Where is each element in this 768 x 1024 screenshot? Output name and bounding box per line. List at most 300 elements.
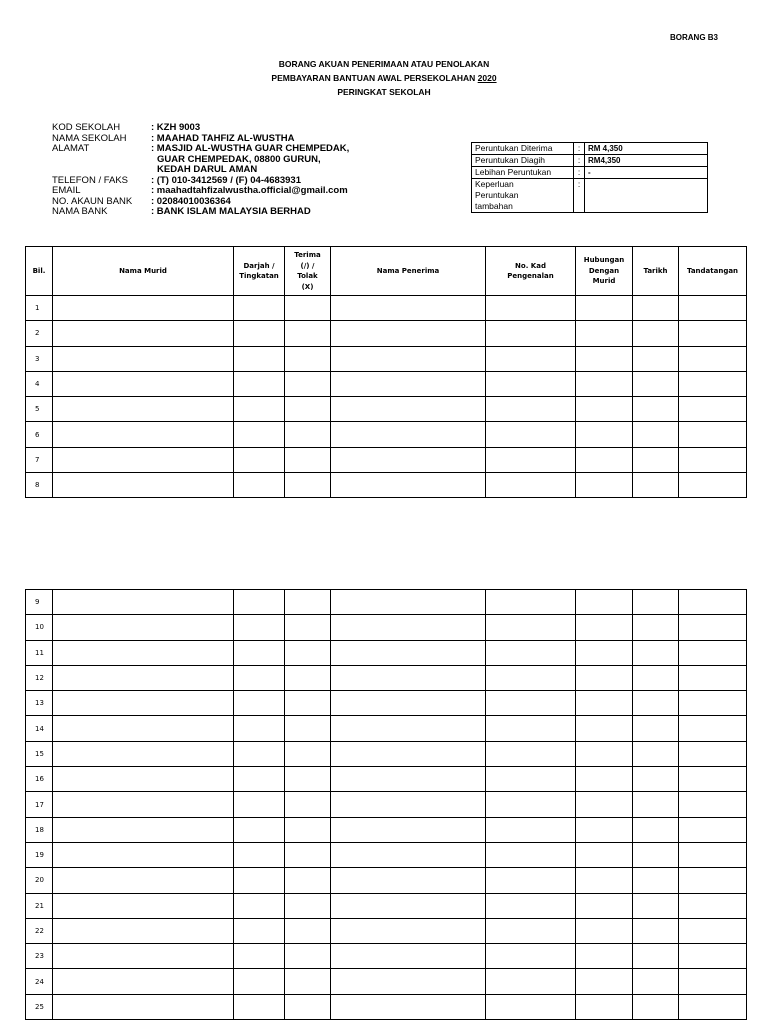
student-name-cell[interactable] bbox=[53, 590, 234, 615]
table-row bbox=[26, 296, 747, 321]
row-number: 17 bbox=[26, 792, 53, 817]
col-rel-1: Hubungan bbox=[583, 256, 625, 265]
accept-cell[interactable] bbox=[285, 994, 331, 1019]
claimed-label: Peruntukan Diagih bbox=[472, 155, 574, 167]
ic-cell[interactable] bbox=[486, 371, 576, 396]
table-row bbox=[26, 665, 747, 690]
class-cell[interactable] bbox=[234, 321, 285, 346]
recipient-name-cell[interactable] bbox=[331, 447, 486, 472]
row-number: 15 bbox=[26, 741, 53, 766]
extra-value[interactable] bbox=[585, 179, 708, 213]
accept-cell[interactable] bbox=[285, 397, 331, 422]
col-ic-2: Pengenalan bbox=[507, 272, 554, 280]
ic-cell[interactable] bbox=[486, 994, 576, 1019]
recipient-name-cell[interactable] bbox=[331, 767, 486, 792]
row-number: 14 bbox=[26, 716, 53, 741]
class-cell[interactable] bbox=[234, 767, 285, 792]
signature-cell[interactable] bbox=[679, 590, 747, 615]
accept-cell[interactable] bbox=[285, 716, 331, 741]
row-number: 5 bbox=[26, 397, 53, 422]
table-row bbox=[26, 371, 747, 396]
relationship-cell[interactable] bbox=[576, 868, 633, 893]
form-code: BORANG B3 bbox=[670, 33, 719, 42]
table-row bbox=[26, 792, 747, 817]
table-row bbox=[26, 944, 747, 969]
student-name-cell[interactable] bbox=[53, 665, 234, 690]
signature-cell[interactable] bbox=[679, 994, 747, 1019]
relationship-cell[interactable] bbox=[576, 918, 633, 943]
student-name-cell[interactable] bbox=[53, 447, 234, 472]
ic-cell[interactable] bbox=[486, 969, 576, 994]
relationship-cell[interactable] bbox=[576, 767, 633, 792]
student-name-cell[interactable] bbox=[53, 321, 234, 346]
student-name-cell[interactable] bbox=[53, 371, 234, 396]
class-cell[interactable] bbox=[234, 346, 285, 371]
row-number: 25 bbox=[26, 994, 53, 1019]
recipient-name-cell[interactable] bbox=[331, 473, 486, 498]
recipient-name-cell[interactable] bbox=[331, 691, 486, 716]
relationship-cell[interactable] bbox=[576, 615, 633, 640]
student-name-cell[interactable] bbox=[53, 767, 234, 792]
class-cell[interactable] bbox=[234, 296, 285, 321]
signature-cell[interactable] bbox=[679, 817, 747, 842]
recipient-name-cell[interactable] bbox=[331, 371, 486, 396]
extra-colon: : bbox=[574, 179, 585, 213]
date-cell[interactable] bbox=[633, 918, 679, 943]
title-line-2 bbox=[0, 71, 768, 85]
signature-cell[interactable] bbox=[679, 893, 747, 918]
table-row bbox=[26, 893, 747, 918]
signature-cell[interactable] bbox=[679, 792, 747, 817]
col-class-2: Tingkatan bbox=[239, 272, 279, 280]
relationship-cell[interactable] bbox=[576, 590, 633, 615]
signature-cell[interactable] bbox=[679, 691, 747, 716]
student-name-cell[interactable] bbox=[53, 422, 234, 447]
date-cell[interactable] bbox=[633, 473, 679, 498]
student-name-cell[interactable] bbox=[53, 842, 234, 867]
student-name-cell[interactable] bbox=[53, 893, 234, 918]
col-rel-3: Murid bbox=[592, 277, 616, 286]
signature-cell[interactable] bbox=[679, 640, 747, 665]
ic-cell[interactable] bbox=[486, 321, 576, 346]
address-line-2: GUAR CHEMPEDAK, 08800 GURUN, bbox=[157, 153, 321, 165]
relationship-cell[interactable] bbox=[576, 473, 633, 498]
relationship-cell[interactable] bbox=[576, 665, 633, 690]
allocation-extra-row bbox=[472, 179, 708, 213]
table-row bbox=[26, 842, 747, 867]
recipient-name-cell[interactable] bbox=[331, 422, 486, 447]
recipient-name-cell[interactable] bbox=[331, 842, 486, 867]
recipient-name-cell[interactable] bbox=[331, 969, 486, 994]
email-label: EMAIL bbox=[52, 185, 81, 196]
signature-cell[interactable] bbox=[679, 918, 747, 943]
bank-row bbox=[52, 207, 349, 218]
ic-cell[interactable] bbox=[486, 296, 576, 321]
row-number: 21 bbox=[26, 893, 53, 918]
col-accept-4: (X) bbox=[301, 282, 314, 291]
accept-cell[interactable] bbox=[285, 346, 331, 371]
claimed-colon: : bbox=[574, 155, 585, 167]
signature-cell[interactable] bbox=[679, 868, 747, 893]
recipient-name-cell[interactable] bbox=[331, 716, 486, 741]
ic-cell[interactable] bbox=[486, 767, 576, 792]
date-cell[interactable] bbox=[633, 590, 679, 615]
signature-cell[interactable] bbox=[679, 371, 747, 396]
class-cell[interactable] bbox=[234, 944, 285, 969]
form-title bbox=[0, 57, 768, 99]
ic-cell[interactable] bbox=[486, 473, 576, 498]
student-name-cell[interactable] bbox=[53, 918, 234, 943]
class-cell[interactable] bbox=[234, 590, 285, 615]
recipient-name-cell[interactable] bbox=[331, 741, 486, 766]
class-cell[interactable] bbox=[234, 741, 285, 766]
relationship-cell[interactable] bbox=[576, 817, 633, 842]
email-value: : maahadtahfizalwustha.official@gmail.com bbox=[151, 185, 348, 196]
table-row bbox=[26, 397, 747, 422]
row-number: 19 bbox=[26, 842, 53, 867]
student-name-cell[interactable] bbox=[53, 346, 234, 371]
date-cell[interactable] bbox=[633, 817, 679, 842]
table-body-page-2 bbox=[26, 590, 747, 1020]
col-accept-1: Terima bbox=[294, 251, 321, 259]
table-row bbox=[26, 590, 747, 615]
relationship-cell[interactable] bbox=[576, 893, 633, 918]
signature-cell[interactable] bbox=[679, 397, 747, 422]
relationship-cell[interactable] bbox=[576, 741, 633, 766]
relationship-cell[interactable] bbox=[576, 944, 633, 969]
relationship-cell[interactable] bbox=[576, 397, 633, 422]
accept-cell[interactable] bbox=[285, 473, 331, 498]
row-number: 1 bbox=[26, 296, 53, 321]
student-name-cell[interactable] bbox=[53, 741, 234, 766]
class-cell[interactable] bbox=[234, 868, 285, 893]
claimed-value: RM4,350 bbox=[585, 155, 708, 167]
relationship-cell[interactable] bbox=[576, 296, 633, 321]
school-code-value: : KZH 9003 bbox=[151, 122, 201, 133]
class-cell[interactable] bbox=[234, 397, 285, 422]
signature-cell[interactable] bbox=[679, 346, 747, 371]
date-cell[interactable] bbox=[633, 615, 679, 640]
recipient-name-cell[interactable] bbox=[331, 640, 486, 665]
signature-cell[interactable] bbox=[679, 842, 747, 867]
phone-value: : (T) 010-3412569 / (F) 04-4683931 bbox=[151, 174, 301, 186]
date-cell[interactable] bbox=[633, 371, 679, 396]
table-row bbox=[26, 767, 747, 792]
date-cell[interactable] bbox=[633, 397, 679, 422]
col-bil: Bil. bbox=[26, 247, 53, 296]
student-name-cell[interactable] bbox=[53, 792, 234, 817]
allocation-claimed-row bbox=[472, 155, 708, 167]
col-ic-number bbox=[486, 247, 576, 296]
ic-cell[interactable] bbox=[486, 422, 576, 447]
signature-cell[interactable] bbox=[679, 767, 747, 792]
col-student-name: Nama Murid bbox=[53, 247, 234, 296]
recipient-name-cell[interactable] bbox=[331, 665, 486, 690]
student-name-cell[interactable] bbox=[53, 969, 234, 994]
table-header-row bbox=[26, 247, 747, 296]
relationship-cell[interactable] bbox=[576, 969, 633, 994]
account-label: NO. AKAUN BANK bbox=[52, 195, 133, 207]
account-value: : 02084010036364 bbox=[151, 195, 231, 207]
date-cell[interactable] bbox=[633, 447, 679, 472]
date-cell[interactable] bbox=[633, 969, 679, 994]
accept-cell[interactable] bbox=[285, 422, 331, 447]
date-cell[interactable] bbox=[633, 741, 679, 766]
ic-cell[interactable] bbox=[486, 691, 576, 716]
relationship-cell[interactable] bbox=[576, 321, 633, 346]
ic-cell[interactable] bbox=[486, 397, 576, 422]
table-row bbox=[26, 994, 747, 1019]
signature-cell[interactable] bbox=[679, 422, 747, 447]
col-date: Tarikh bbox=[633, 247, 679, 296]
date-cell[interactable] bbox=[633, 792, 679, 817]
phone-label: TELEFON / FAKS bbox=[52, 174, 129, 186]
class-cell[interactable] bbox=[234, 842, 285, 867]
class-cell[interactable] bbox=[234, 640, 285, 665]
signature-cell[interactable] bbox=[679, 944, 747, 969]
extra-label bbox=[472, 179, 574, 213]
date-cell[interactable] bbox=[633, 767, 679, 792]
accept-cell[interactable] bbox=[285, 817, 331, 842]
address-line-3: KEDAH DARUL AMAN bbox=[157, 164, 258, 175]
relationship-cell[interactable] bbox=[576, 422, 633, 447]
relationship-cell[interactable] bbox=[576, 691, 633, 716]
date-cell[interactable] bbox=[633, 842, 679, 867]
accept-cell[interactable] bbox=[285, 969, 331, 994]
row-number: 9 bbox=[26, 590, 53, 615]
ic-cell[interactable] bbox=[486, 817, 576, 842]
student-name-cell[interactable] bbox=[53, 615, 234, 640]
accept-cell[interactable] bbox=[285, 893, 331, 918]
school-code-label: KOD SEKOLAH bbox=[52, 122, 121, 133]
ic-cell[interactable] bbox=[486, 944, 576, 969]
class-cell[interactable] bbox=[234, 447, 285, 472]
relationship-cell[interactable] bbox=[576, 447, 633, 472]
ic-cell[interactable] bbox=[486, 346, 576, 371]
title-line-3: PERINGKAT SEKOLAH bbox=[337, 87, 431, 97]
surplus-colon: : bbox=[574, 167, 585, 179]
ic-cell[interactable] bbox=[486, 741, 576, 766]
bank-label: NAMA BANK bbox=[52, 206, 108, 217]
ic-cell[interactable] bbox=[486, 792, 576, 817]
class-cell[interactable] bbox=[234, 716, 285, 741]
ic-cell[interactable] bbox=[486, 447, 576, 472]
accept-cell[interactable] bbox=[285, 371, 331, 396]
table-row bbox=[26, 473, 747, 498]
allocation-received-row bbox=[472, 143, 708, 155]
class-cell[interactable] bbox=[234, 969, 285, 994]
col-signature: Tandatangan bbox=[679, 247, 747, 296]
row-number: 10 bbox=[26, 615, 53, 640]
class-cell[interactable] bbox=[234, 665, 285, 690]
class-cell[interactable] bbox=[234, 691, 285, 716]
recipient-table-page-1 bbox=[25, 246, 747, 498]
ic-cell[interactable] bbox=[486, 868, 576, 893]
col-recipient-name: Nama Penerima bbox=[331, 247, 486, 296]
date-cell[interactable] bbox=[633, 665, 679, 690]
signature-cell[interactable] bbox=[679, 969, 747, 994]
student-name-cell[interactable] bbox=[53, 691, 234, 716]
relationship-cell[interactable] bbox=[576, 346, 633, 371]
date-cell[interactable] bbox=[633, 422, 679, 447]
signature-cell[interactable] bbox=[679, 665, 747, 690]
row-number: 13 bbox=[26, 691, 53, 716]
student-name-cell[interactable] bbox=[53, 944, 234, 969]
row-number: 8 bbox=[26, 473, 53, 498]
accept-cell[interactable] bbox=[285, 296, 331, 321]
signature-cell[interactable] bbox=[679, 447, 747, 472]
table-row bbox=[26, 321, 747, 346]
date-cell[interactable] bbox=[633, 868, 679, 893]
relationship-cell[interactable] bbox=[576, 792, 633, 817]
address-label: ALAMAT bbox=[52, 143, 90, 154]
ic-cell[interactable] bbox=[486, 615, 576, 640]
class-cell[interactable] bbox=[234, 817, 285, 842]
date-cell[interactable] bbox=[633, 893, 679, 918]
class-cell[interactable] bbox=[234, 994, 285, 1019]
recipient-name-cell[interactable] bbox=[331, 994, 486, 1019]
relationship-cell[interactable] bbox=[576, 640, 633, 665]
accept-cell[interactable] bbox=[285, 321, 331, 346]
signature-cell[interactable] bbox=[679, 473, 747, 498]
ic-cell[interactable] bbox=[486, 918, 576, 943]
relationship-cell[interactable] bbox=[576, 371, 633, 396]
student-name-cell[interactable] bbox=[53, 716, 234, 741]
accept-cell[interactable] bbox=[285, 590, 331, 615]
date-cell[interactable] bbox=[633, 321, 679, 346]
class-cell[interactable] bbox=[234, 893, 285, 918]
col-class-1: Darjah / bbox=[243, 261, 275, 270]
ic-cell[interactable] bbox=[486, 665, 576, 690]
accept-cell[interactable] bbox=[285, 868, 331, 893]
class-cell[interactable] bbox=[234, 918, 285, 943]
recipient-name-cell[interactable] bbox=[331, 817, 486, 842]
col-class bbox=[234, 247, 285, 296]
col-relationship bbox=[576, 247, 633, 296]
accept-cell[interactable] bbox=[285, 691, 331, 716]
student-name-cell[interactable] bbox=[53, 817, 234, 842]
signature-cell[interactable] bbox=[679, 716, 747, 741]
ic-cell[interactable] bbox=[486, 640, 576, 665]
extra-label-1: Keperluan bbox=[475, 179, 514, 189]
recipient-name-cell[interactable] bbox=[331, 918, 486, 943]
title-year: 2020 bbox=[477, 73, 497, 83]
recipient-name-cell[interactable] bbox=[331, 868, 486, 893]
title-line-2-text: PEMBAYARAN BANTUAN AWAL PERSEKOLAHAN bbox=[271, 73, 476, 83]
date-cell[interactable] bbox=[633, 640, 679, 665]
allocation-surplus-row bbox=[472, 167, 708, 179]
surplus-label: Lebihan Peruntukan bbox=[472, 167, 574, 179]
recipient-name-cell[interactable] bbox=[331, 397, 486, 422]
table-row bbox=[26, 640, 747, 665]
accept-cell[interactable] bbox=[285, 447, 331, 472]
accept-cell[interactable] bbox=[285, 640, 331, 665]
recipient-name-cell[interactable] bbox=[331, 296, 486, 321]
title-line-1: BORANG AKUAN PENERIMAAN ATAU PENOLAKAN bbox=[278, 59, 490, 69]
date-cell[interactable] bbox=[633, 296, 679, 321]
col-ic-1: No. Kad bbox=[515, 261, 546, 270]
class-cell[interactable] bbox=[234, 473, 285, 498]
ic-cell[interactable] bbox=[486, 590, 576, 615]
table-row bbox=[26, 741, 747, 766]
class-cell[interactable] bbox=[234, 422, 285, 447]
student-name-cell[interactable] bbox=[53, 640, 234, 665]
signature-cell[interactable] bbox=[679, 296, 747, 321]
recipient-name-cell[interactable] bbox=[331, 346, 486, 371]
date-cell[interactable] bbox=[633, 716, 679, 741]
student-name-cell[interactable] bbox=[53, 397, 234, 422]
recipient-name-cell[interactable] bbox=[331, 792, 486, 817]
student-name-cell[interactable] bbox=[53, 868, 234, 893]
col-accept-3: Tolak bbox=[297, 272, 318, 280]
recipient-name-cell[interactable] bbox=[331, 615, 486, 640]
signature-cell[interactable] bbox=[679, 615, 747, 640]
table-row bbox=[26, 691, 747, 716]
surplus-value: - bbox=[585, 167, 708, 179]
extra-label-3: tambahan bbox=[475, 201, 513, 211]
bank-value: : BANK ISLAM MALAYSIA BERHAD bbox=[151, 206, 311, 217]
relationship-cell[interactable] bbox=[576, 994, 633, 1019]
accept-cell[interactable] bbox=[285, 615, 331, 640]
row-number: 2 bbox=[26, 321, 53, 346]
received-value: RM 4,350 bbox=[585, 143, 708, 155]
recipient-name-cell[interactable] bbox=[331, 893, 486, 918]
recipient-name-cell[interactable] bbox=[331, 590, 486, 615]
date-cell[interactable] bbox=[633, 944, 679, 969]
row-number: 12 bbox=[26, 665, 53, 690]
row-number: 16 bbox=[26, 767, 53, 792]
row-number: 3 bbox=[26, 346, 53, 371]
accept-cell[interactable] bbox=[285, 842, 331, 867]
accept-cell[interactable] bbox=[285, 918, 331, 943]
date-cell[interactable] bbox=[633, 994, 679, 1019]
class-cell[interactable] bbox=[234, 371, 285, 396]
extra-label-2: Peruntukan bbox=[475, 190, 519, 200]
signature-cell[interactable] bbox=[679, 321, 747, 346]
table-row bbox=[26, 918, 747, 943]
relationship-cell[interactable] bbox=[576, 716, 633, 741]
date-cell[interactable] bbox=[633, 346, 679, 371]
ic-cell[interactable] bbox=[486, 842, 576, 867]
class-cell[interactable] bbox=[234, 792, 285, 817]
student-name-cell[interactable] bbox=[53, 473, 234, 498]
accept-cell[interactable] bbox=[285, 665, 331, 690]
accept-cell[interactable] bbox=[285, 767, 331, 792]
ic-cell[interactable] bbox=[486, 716, 576, 741]
recipient-name-cell[interactable] bbox=[331, 321, 486, 346]
date-cell[interactable] bbox=[633, 691, 679, 716]
row-number: 6 bbox=[26, 422, 53, 447]
ic-cell[interactable] bbox=[486, 893, 576, 918]
row-number: 23 bbox=[26, 944, 53, 969]
row-number: 18 bbox=[26, 817, 53, 842]
accept-cell[interactable] bbox=[285, 792, 331, 817]
table-row bbox=[26, 868, 747, 893]
signature-cell[interactable] bbox=[679, 741, 747, 766]
accept-cell[interactable] bbox=[285, 944, 331, 969]
student-name-cell[interactable] bbox=[53, 296, 234, 321]
row-number: 11 bbox=[26, 640, 53, 665]
class-cell[interactable] bbox=[234, 615, 285, 640]
row-number: 24 bbox=[26, 969, 53, 994]
recipient-name-cell[interactable] bbox=[331, 944, 486, 969]
allocation-table bbox=[471, 142, 708, 213]
accept-cell[interactable] bbox=[285, 741, 331, 766]
relationship-cell[interactable] bbox=[576, 842, 633, 867]
table-row bbox=[26, 817, 747, 842]
student-name-cell[interactable] bbox=[53, 994, 234, 1019]
row-number: 7 bbox=[26, 447, 53, 472]
